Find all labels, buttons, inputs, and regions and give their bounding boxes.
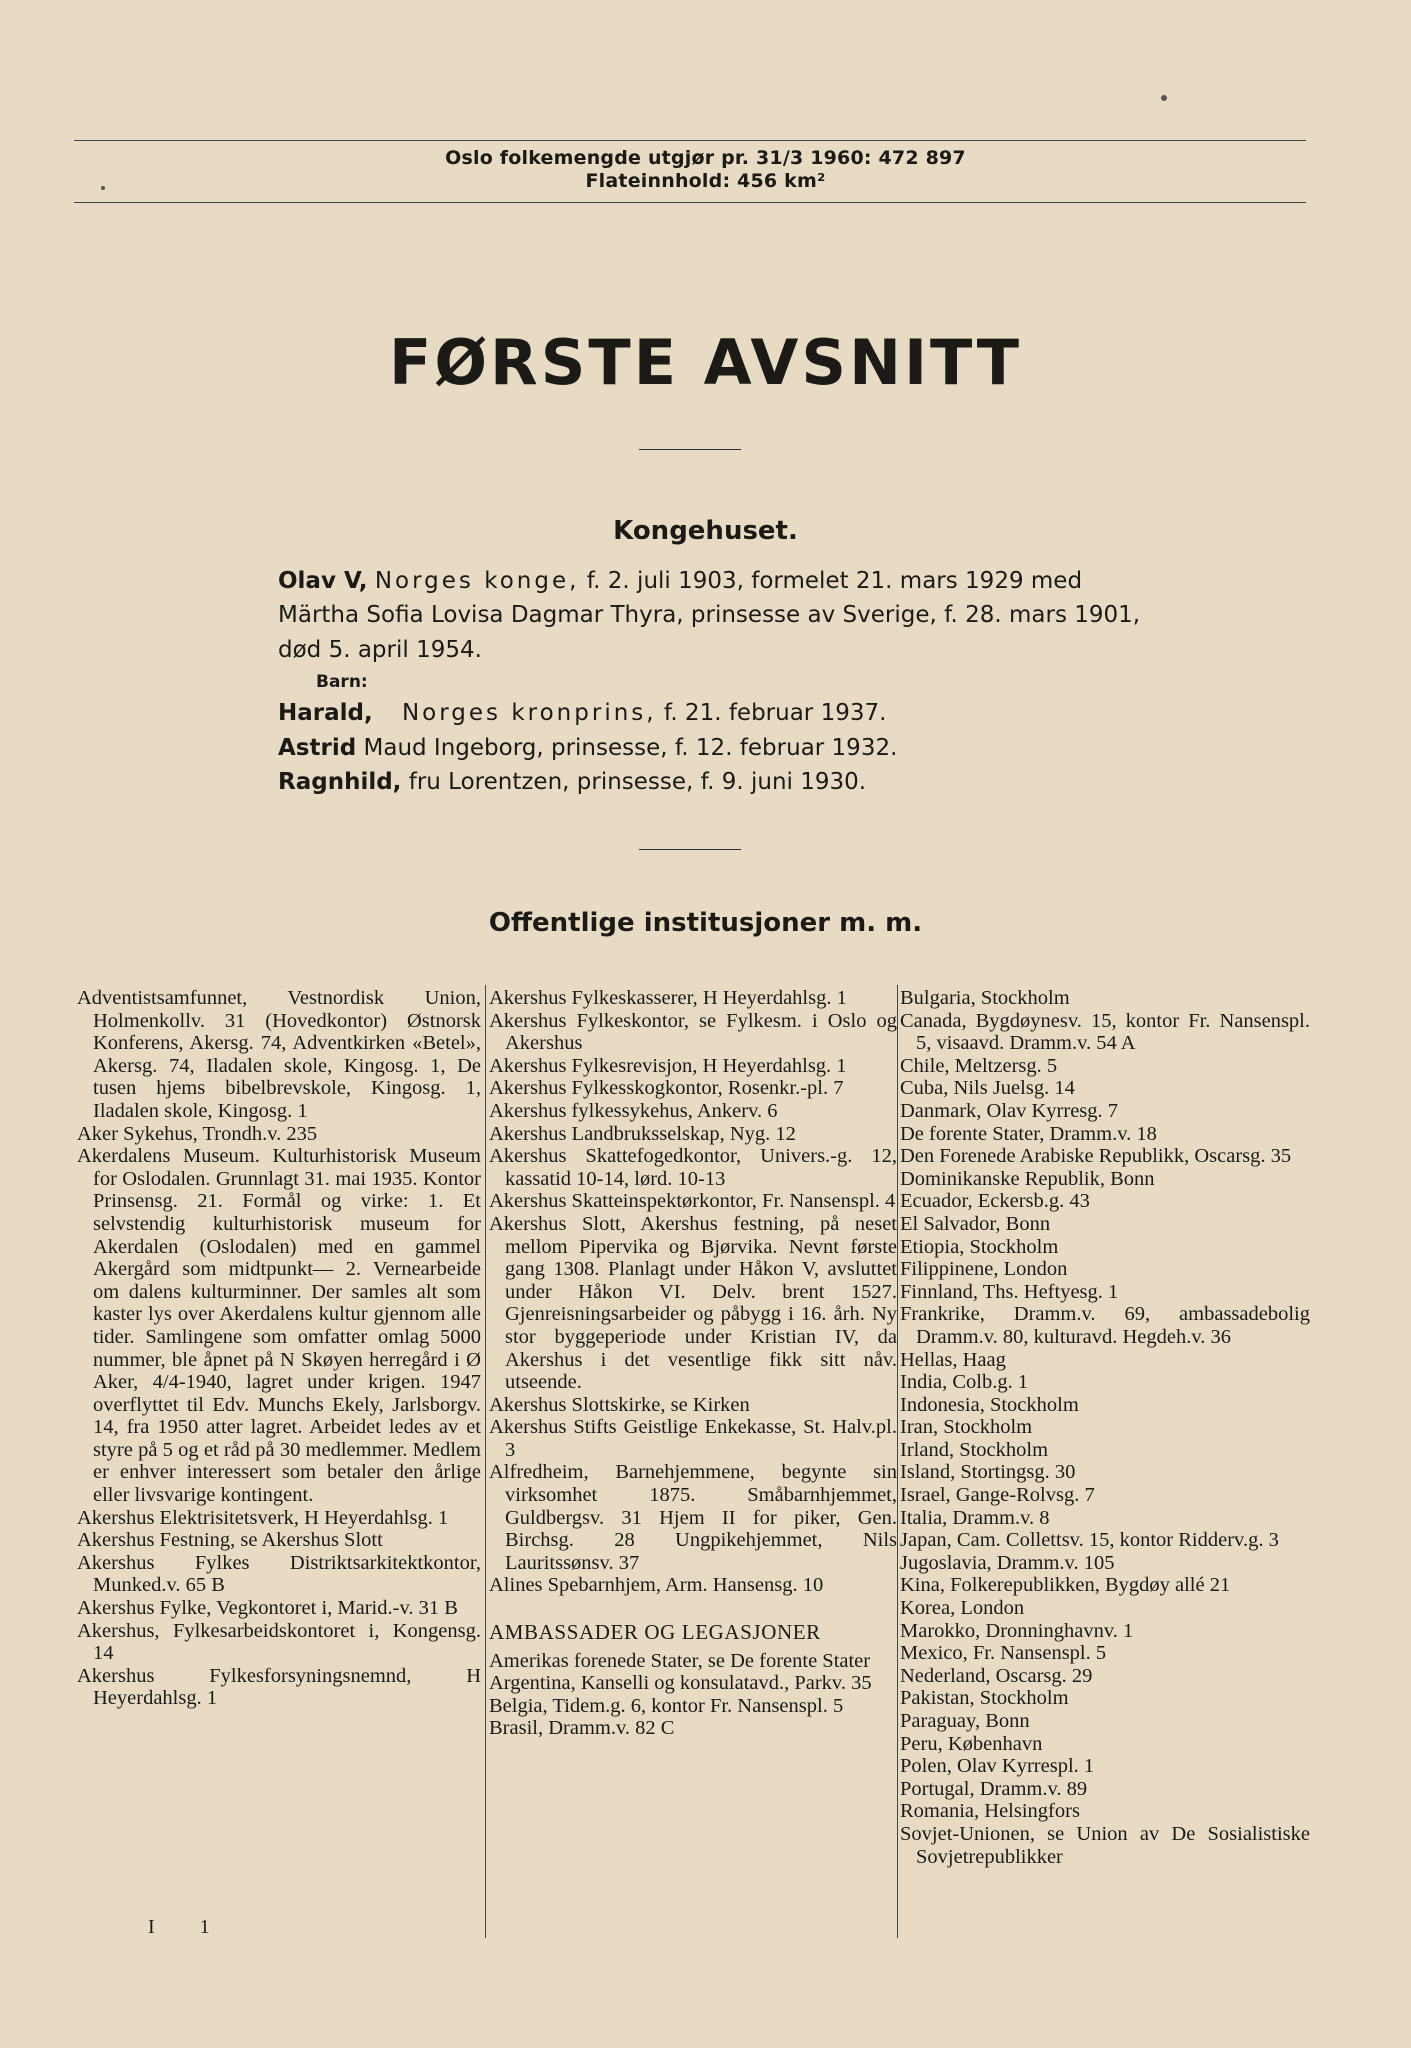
- kongehuset-title: Kongehuset.: [613, 516, 798, 546]
- list-item: Korea, London: [900, 1597, 1025, 1620]
- list-item: Akershus, Fylkesarbeidskontoret i, Kongensg. 14: [77, 1619, 481, 1665]
- column-divider-1: [485, 985, 486, 1938]
- list-item: Paraguay, Bonn: [900, 1710, 1030, 1732]
- area-line: Flateinnhold: 456 km²: [585, 170, 826, 192]
- list-item: Canada, Bygdøynesv. 15, kontor Fr. Nansenspl. 5, visaavd. Dramm.v. 54 A: [900, 1009, 1310, 1055]
- astrid-details: Maud Ingeborg, prinsesse, f. 12. februar 1932.: [363, 735, 898, 761]
- list-item: Israel, Gange-Rolvsg. 7: [900, 1484, 1095, 1507]
- list-item: Alfredheim, Barnehjemmene, begynte sin virksomhet 1875. Småbarnhjemmet, Guldbergsv. 31 Hjem II for piker, Gen. Birchsg. 28 Ungpikehjemmet, Nils Lauritssønsv. 37: [489, 1461, 897, 1574]
- list-item: Frankrike, Dramm.v. 69, ambassadebolig Dramm.v. 80, kulturavd. Hegdeh.v. 36: [900, 1303, 1310, 1348]
- main-title: FØRSTE AVSNITT: [388, 326, 1023, 399]
- list-item: Nederland, Oscarsg. 29: [900, 1664, 1093, 1687]
- royal-divider: [639, 849, 741, 850]
- list-item: Akershus fylkessykehus, Ankerv. 6: [489, 1099, 778, 1122]
- list-item: Akershus Slottskirke, se Kirken: [489, 1393, 750, 1416]
- list-item: Akershus Fylkes Distriktsarkitektkontor, Munked.v. 65 B: [77, 1551, 481, 1597]
- list-item: Aker Sykehus, Trondh.v. 235: [77, 1122, 318, 1145]
- list-item: Den Forenede Arabiske Republikk, Oscarsg. 35: [900, 1145, 1292, 1168]
- list-item: Akershus Skatteinspektørkontor, Fr. Nansenspl. 4: [489, 1190, 896, 1213]
- list-item: Dominikanske Republik, Bonn: [900, 1167, 1155, 1190]
- list-item: Peru, København: [900, 1732, 1043, 1755]
- column-2: [489, 987, 897, 1740]
- list-item: El Salvador, Bonn: [900, 1212, 1051, 1235]
- population-line: Oslo folkemengde utgjør pr. 31/3 1960: 472 897: [445, 147, 966, 169]
- list-item: Akershus Fylke, Vegkontoret i, Marid.-v. 31 B: [77, 1597, 458, 1620]
- harald-name: Harald,: [278, 700, 373, 726]
- ambassador-heading: AMBASSADER OG LEGASJONER: [489, 1620, 821, 1645]
- olav-details: f. 2. juli 1903, formelet 21. mars 1929 med: [586, 568, 1083, 594]
- list-item: Hellas, Haag: [900, 1348, 1006, 1371]
- list-item: Marokko, Dronninghavnv. 1: [900, 1619, 1134, 1642]
- list-item: Akershus Fylkeskasserer, H Heyerdahlsg. 1: [489, 987, 847, 1009]
- list-item: Akershus Slott, Akershus festning, på neset mellom Pipervika og Bjørvika. Nevnt første gang 1308. Planlagt under Håkon V, avsluttet under Håkon VI. Delv. brent 1527. Gjenreisningsarbeider og påbygg i 16. årh. Ny stor byggeperiode under Kristian IV, da Akershus i det vesentlige fikk sitt nåv. utseende.: [489, 1212, 897, 1394]
- list-item: De forente Stater, Dramm.v. 18: [900, 1122, 1157, 1145]
- harald-line: [278, 700, 886, 726]
- list-item: Alines Spebarnhjem, Arm. Hansensg. 10: [489, 1574, 824, 1597]
- list-item: Finnland, Ths. Heftyesg. 1: [900, 1280, 1119, 1303]
- list-item: Cuba, Nils Juelsg. 14: [900, 1077, 1075, 1100]
- title-divider: [639, 449, 741, 450]
- ragnhild-details: fru Lorentzen, prinsesse, f. 9. juni 1930.: [408, 769, 867, 795]
- olav-line-1: [278, 568, 1082, 594]
- list-item: Akershus Fylkeskontor, se Fylkesm. i Oslo og Akershus: [489, 1009, 897, 1055]
- olav-role: Norges konge,: [374, 568, 580, 594]
- list-item: Belgia, Tidem.g. 6, kontor Fr. Nansenspl. 5: [489, 1694, 844, 1717]
- list-item: Mexico, Fr. Nansenspl. 5: [900, 1642, 1107, 1665]
- list-item: Indonesia, Stockholm: [900, 1393, 1079, 1416]
- list-item: Akershus Fylkesrevisjon, H Heyerdahlsg. 1: [489, 1054, 847, 1077]
- column-divider-2: [897, 985, 898, 1938]
- list-item: Filippinene, London: [900, 1258, 1068, 1281]
- list-item: Akershus Elektrisitetsverk, H Heyerdahlsg. 1: [77, 1506, 449, 1529]
- footer-marks: I 1: [148, 1916, 210, 1938]
- list-item: Island, Stortingsg. 30: [900, 1461, 1076, 1484]
- barn-label: Barn:: [316, 672, 368, 692]
- ragnhild-line: [278, 769, 866, 795]
- header-bottom-rule: [74, 202, 1306, 203]
- list-item: Akershus Festning, se Akershus Slott: [77, 1529, 383, 1552]
- list-item: Amerikas forenede Stater, se De forente Stater: [489, 1649, 871, 1672]
- institutions-title: Offentlige institusjoner m. m.: [488, 908, 923, 938]
- list-item: Akershus Landbruksselskap, Nyg. 12: [489, 1122, 796, 1145]
- list-item: Akershus Fylkesskogkontor, Rosenkr.-pl. 7: [489, 1077, 844, 1100]
- list-item: Kina, Folkerepublikken, Bygdøy allé 21: [900, 1574, 1231, 1597]
- list-item: Romania, Helsingfors: [900, 1800, 1080, 1823]
- list-item: Pakistan, Stockholm: [900, 1687, 1069, 1710]
- list-item: Danmark, Olav Kyrresg. 7: [900, 1099, 1119, 1122]
- list-item: Italia, Dramm.v. 8: [900, 1506, 1050, 1529]
- harald-details: f. 21. februar 1937.: [663, 700, 887, 726]
- list-item: Iran, Stockholm: [900, 1416, 1033, 1439]
- list-item: Brasil, Dramm.v. 82 C: [489, 1717, 675, 1740]
- list-item: Japan, Cam. Collettsv. 15, kontor Ridderv.g. 3: [900, 1529, 1279, 1552]
- list-item: Ecuador, Eckersb.g. 43: [900, 1190, 1090, 1213]
- list-item: Argentina, Kanselli og konsulatavd., Parkv. 35: [489, 1672, 872, 1695]
- column-1: [77, 987, 481, 1710]
- list-item: Etiopia, Stockholm: [900, 1235, 1059, 1258]
- list-item: Akershus Stifts Geistlige Enkekasse, St. Halv.pl. 3: [489, 1416, 897, 1461]
- astrid-name: Astrid: [278, 735, 357, 761]
- list-item: Portugal, Dramm.v. 89: [900, 1777, 1088, 1800]
- olav-line-3: død 5. april 1954.: [278, 637, 482, 663]
- list-item: India, Colb.g. 1: [900, 1371, 1029, 1394]
- olav-line-2: Märtha Sofia Lovisa Dagmar Thyra, prinsesse av Sverige, f. 28. mars 1901,: [278, 602, 1141, 628]
- list-item: Sovjet-Unionen, se Union av De Sosialistiske Sovjetrepublikker: [900, 1822, 1310, 1868]
- astrid-line: [278, 735, 897, 761]
- list-item: Akershus Fylkesforsyningsnemnd, H Heyerdahlsg. 1: [77, 1664, 481, 1710]
- ragnhild-name: Ragnhild,: [278, 769, 402, 795]
- olav-name: Olav V,: [278, 568, 368, 594]
- list-item: Irland, Stockholm: [900, 1438, 1049, 1461]
- list-item: Akerdalens Museum. Kulturhistorisk Museum for Oslodalen. Grunnlagt 31. mai 1935. Kontor Prinsensg. 21. Formål og virke: 1. Et selvstendig kulturhistorisk museum for Akerdalen (Oslodalen) med en gammel Akergård som midtpunkt— 2. Vernearbeide om dalens kulturminner. Der samles alt som kaster lys over Akerdalens kultur gjennom alle tider. Samlingene som omfatter omlag 5000 nummer, ble åpnet på N Skøyen herregård i Ø Aker, 4/4-1940, lagret under krigen. 1947 overflyttet til Edv. Munchs Ekely, Jarlsborgv. 14, fra 1950 atter lagret. Arbeidet ledes av et styre på 5 og et råd på 30 medlemmer. Medlem er enhver interessert som betaler den årlige eller livsvarige kontingent.: [77, 1145, 481, 1507]
- header-top-rule: [74, 140, 1306, 141]
- column-3: [900, 987, 1310, 1868]
- list-item: Chile, Meltzersg. 5: [900, 1054, 1058, 1077]
- list-item: Bulgaria, Stockholm: [900, 987, 1070, 1009]
- list-item: Akershus Skattefogedkontor, Univers.-g. 12, kassatid 10-14, lørd. 10-13: [489, 1145, 897, 1190]
- list-item: Adventistsamfunnet, Vestnordisk Union, Holmenkollv. 31 (Hovedkontor) Østnorsk Konferens, Akersg. 74, Adventkirken «Betel», Akersg. 74, Iladalen skole, Kingosg. 1, De tusen hjems bibelbrevskole, Kingosg. 1, Iladalen skole, Kingosg. 1: [77, 987, 481, 1122]
- list-item: Jugoslavia, Dramm.v. 105: [900, 1551, 1115, 1574]
- list-item: Polen, Olav Kyrrespl. 1: [900, 1755, 1095, 1778]
- ink-dot: [1161, 95, 1167, 101]
- margin-dot: [101, 186, 105, 190]
- harald-role: Norges kronprins,: [401, 700, 657, 726]
